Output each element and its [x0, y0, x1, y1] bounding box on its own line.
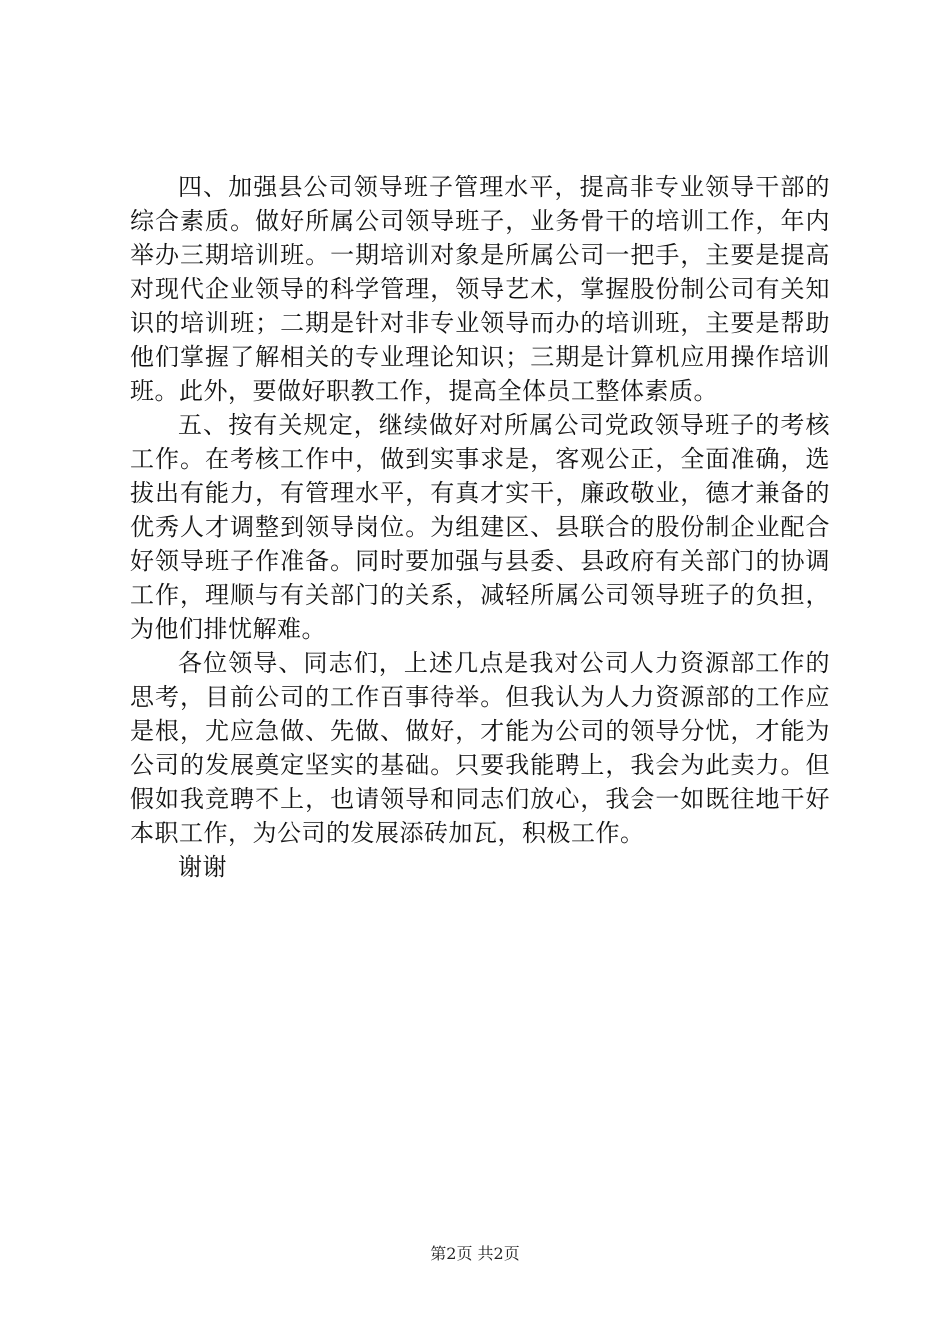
page-number-footer: 第2页 共2页: [430, 1244, 520, 1263]
document-body: [130, 170, 830, 884]
paragraph-closing: 各位领导、同志们，上述几点是我对公司人力资源部工作的思考，目前公司的工作百事待举。但我认为人力资源部的工作应是根，尤应急做、先做、做好，才能为公司的领导分忧，才能为公司的发展奠定坚实的基础。只要我能聘上，我会为此卖力。但假如我竞聘不上，也请领导和同志们放心，我会一如既往地干好本职工作，为公司的发展添砖加瓦，积极工作。: [130, 649, 830, 847]
paragraph-training: 四、加强县公司领导班子管理水平，提高非专业领导干部的综合素质。做好所属公司领导班子，业务骨干的培训工作，年内举办三期培训班。一期培训对象是所属公司一把手，主要是提高对现代企业领导的科学管理，领导艺术，掌握股份制公司有关知识的培训班；二期是针对非专业领导而办的培训班，主要是帮助他们掌握了解相关的专业理论知识；三期是计算机应用操作培训班。此外，要做好职教工作，提高全体员工整体素质。: [130, 173, 830, 405]
paragraph-assessment: 五、按有关规定，继续做好对所属公司党政领导班子的考核工作。在考核工作中，做到实事求是，客观公正，全面准确，选拔出有能力，有管理水平，有真才实干，廉政敬业，德才兼备的优秀人才调整到领导岗位。为组建区、县联合的股份制企业配合好领导班子作准备。同时要加强与县委、县政府有关部门的协调工作，理顺与有关部门的关系，减轻所属公司领导班子的负担，为他们排忧解难。: [130, 411, 830, 643]
paragraph-thanks: 谢谢: [178, 853, 227, 881]
